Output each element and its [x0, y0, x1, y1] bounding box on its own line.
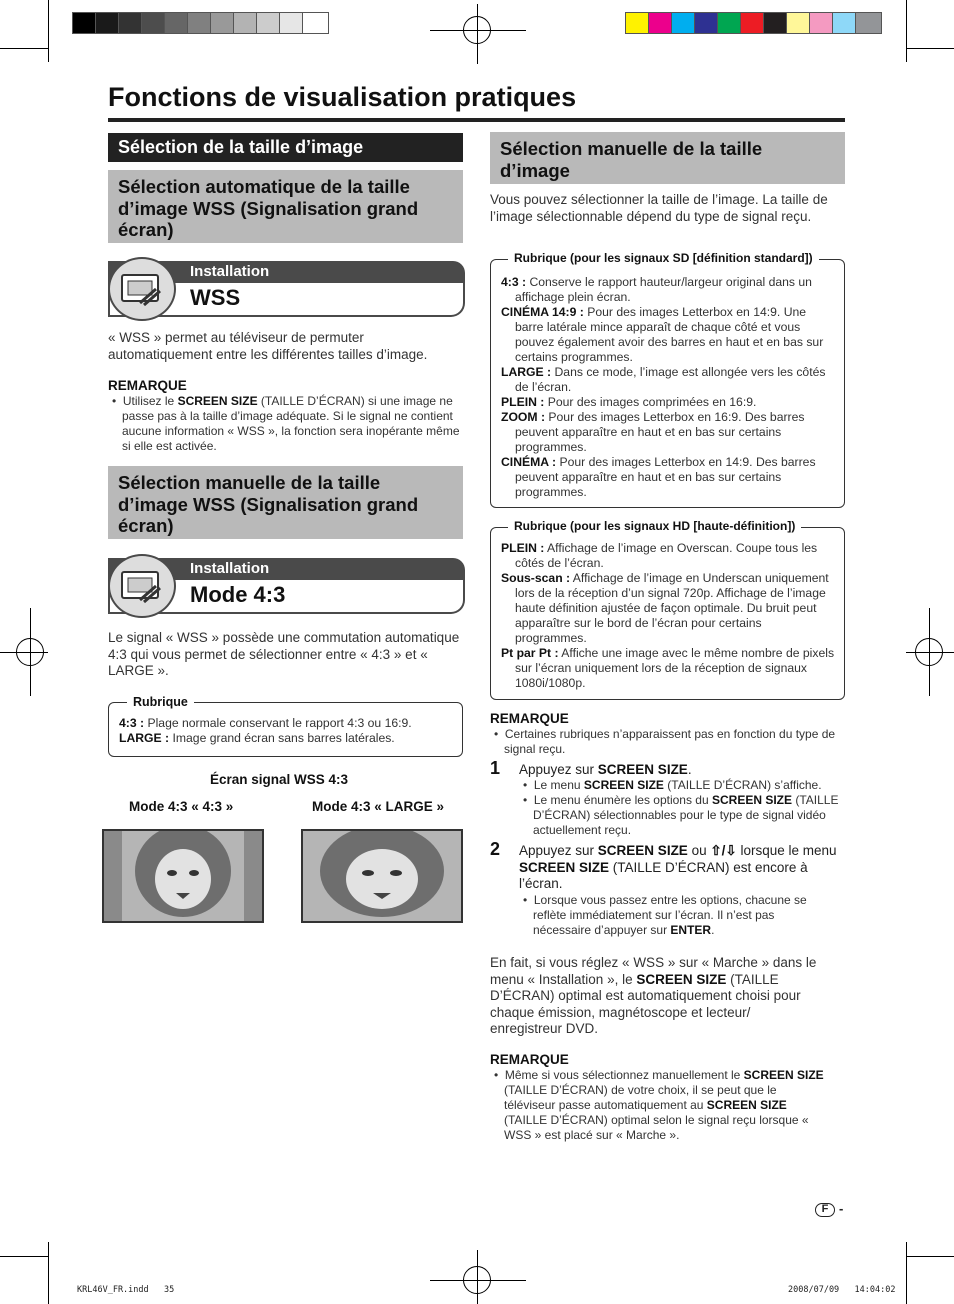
installation-mode-banner: [108, 558, 465, 616]
manual-wss-heading: Sélection manuelle de la taille d’image WSS (Signalisation grand écran): [108, 466, 463, 539]
sd-item: ZOOM : Pour des images Letterbox en 16:9. Des barres peuvent apparaître en haut et en bas sur certains programmes.: [501, 410, 805, 454]
manual-intro: Vous pouvez sélectionner la taille de l’image. La taille de l’image sélectionnable dépend du type de signal reçu.: [490, 192, 828, 224]
ecran-signal-label: Écran signal WSS 4:3: [210, 772, 349, 787]
sd-item: PLEIN : Pour des images comprimées en 16:9.: [501, 395, 757, 409]
color-swatch: [809, 12, 833, 34]
remarque-note: • Même si vous sélectionnez manuellement le SCREEN SIZE (TAILLE D’ÉCRAN) de votre choix, il se peut que le téléviseur passe automatiquement au SCREEN SIZE (TAILLE D’ÉCRAN) optimal selon le signal reçu lorsque « WSS » est placé sur « Marche ».: [494, 1068, 824, 1142]
remarque-label: REMARQUE: [490, 1052, 569, 1067]
mode-intro: Le signal « WSS » possède une commutation automatique 4:3 qui vous permet de sélectionner entre « 4:3 » et « LARGE ».: [108, 630, 460, 678]
title-rule: [108, 118, 845, 122]
rubrique-item: LARGE : Image grand écran sans barres latérales.: [119, 731, 395, 745]
wss-intro: « WSS » permet au téléviseur de permuter automatiquement entre les différentes tailles d’image.: [108, 330, 428, 362]
wss-auto-paragraph: En fait, si vous réglez « WSS » sur « Marche » dans le menu « Installation », le SCREEN SIZE (TAILLE D’ÉCRAN) optimal est automatiquement choisi pour chaque émission, magnétoscope et lecteur/ enregistreur DVD.: [490, 955, 817, 1036]
lion-image-large: [301, 829, 463, 923]
color-swatch: [855, 12, 882, 34]
sd-item: CINÉMA : Pour des images Letterbox en 14:9. Des barres peuvent apparaître en haut et en bas sur certains programmes.: [501, 455, 816, 499]
gray-swatch: [72, 12, 96, 34]
wss-title: WSS: [108, 283, 465, 317]
hd-item: Sous-scan : Affichage de l’image en Underscan uniquement lors de la réception d’un signal 720p. Affichage de l’image haute définition ajustée de façon optimale. Du bruit peut apparaître sur le bord de l’écran pour certains programmes.: [501, 571, 829, 645]
page-title: Fonctions de visualisation pratiques: [108, 82, 577, 112]
hd-item: PLEIN : Affichage de l’image en Overscan. Coupe tous les côtés de l’écran.: [501, 541, 818, 570]
page-marker-suffix: -: [839, 1201, 844, 1216]
rubrique-title: Rubrique: [127, 695, 194, 709]
gray-swatch: [302, 12, 329, 34]
color-swatch: [625, 12, 649, 34]
gray-swatch: [233, 12, 257, 34]
mode-large-caption: Mode 4:3 « LARGE »: [312, 799, 445, 814]
lion-image-43: [102, 829, 264, 923]
hd-item: Pt par Pt : Affiche une image avec le même nombre de pixels sur l’écran uniquement lors de la réception de signaux 1080i/1080p.: [501, 646, 835, 690]
rubrique-item: 4:3 : Plage normale conservant le rapport 4:3 ou 16:9.: [119, 716, 412, 730]
sd-item: 4:3 : Conserve le rapport hauteur/largeur original dans un affichage plein écran.: [501, 275, 812, 304]
gray-swatch: [279, 12, 303, 34]
gray-swatch: [187, 12, 211, 34]
step-2-notes: • Lorsque vous passez entre les options, chacune se reflète immédiatement sur l’écran. Il n’est pas nécessaire d’appuyer sur ENTER.: [523, 893, 807, 937]
installation-label: Installation: [108, 261, 465, 283]
mode-43-caption: Mode 4:3 « 4:3 »: [129, 799, 234, 814]
step-2-text: Appuyez sur SCREEN SIZE ou ⇧/⇩ lorsque le menu SCREEN SIZE (TAILLE D’ÉCRAN) est encore à l’écran.: [519, 843, 837, 891]
gray-swatch: [118, 12, 142, 34]
installation-label: Installation: [108, 558, 465, 580]
step-1-text: Appuyez sur SCREEN SIZE.: [519, 762, 692, 777]
footer-file: KRL46V_FR.indd 35: [77, 1285, 175, 1295]
remarque-note: • Certaines rubriques n’apparaissent pas en fonction du type de signal reçu.: [494, 727, 836, 756]
step-1-notes: • Le menu SCREEN SIZE (TAILLE D’ÉCRAN) s’affiche. • Le menu énumère les options du SCREEN SIZE (TAILLE D’ÉCRAN) sélectionnables pour le type de signal vidéo actuellement reçu.: [523, 778, 839, 837]
settings-tools-icon: [108, 554, 176, 618]
step-number: 2: [490, 839, 501, 859]
rubrique-list: [119, 716, 459, 746]
gray-swatch: [164, 12, 188, 34]
gray-swatch: [95, 12, 119, 34]
sd-item: LARGE : Dans ce mode, l’image est allongée vers les côtés de l’écran.: [501, 365, 826, 394]
remarque-label: REMARQUE: [108, 378, 187, 393]
auto-wss-heading: Sélection automatique de la taille d’image WSS (Signalisation grand écran): [108, 170, 463, 243]
color-swatch: [717, 12, 741, 34]
mode-43-title: Mode 4:3: [108, 580, 465, 614]
color-swatch: [648, 12, 672, 34]
sd-rubrique-title: Rubrique (pour les signaux SD [définition standard]): [508, 251, 819, 265]
footer-date: 2008/07/09 14:04:02: [788, 1285, 896, 1295]
manual-size-heading: Sélection manuelle de la taille d’image: [490, 132, 845, 184]
remarque-label: REMARQUE: [490, 711, 569, 726]
up-down-arrow-icon: ⇧/⇩: [710, 843, 737, 858]
gray-swatch: [256, 12, 280, 34]
color-swatch: [786, 12, 810, 34]
hd-rubrique-title: Rubrique (pour les signaux HD [haute-définition]): [508, 519, 801, 533]
page-language-marker: F: [815, 1203, 835, 1217]
gray-swatch: [141, 12, 165, 34]
color-swatch: [740, 12, 764, 34]
sd-item: CINÉMA 14:9 : Pour des images Letterbox en 14:9. Une barre latérale mince apparaît de chaque côté et vous pouvez également avoir des barres en haut et en bas sur certains programmes.: [501, 305, 824, 364]
installation-wss-banner: [108, 261, 465, 319]
color-swatch: [763, 12, 787, 34]
color-swatch: [671, 12, 695, 34]
sd-rubrique-list: [501, 275, 836, 500]
remarque-note: • Utilisez le SCREEN SIZE (TAILLE D’ÉCRAN) si une image ne passe pas à la taille d’image adéquate. Si le signal ne contient aucune information « WSS », la fonction sera inopérante même si elle est activée.: [112, 394, 460, 453]
settings-tools-icon: [108, 257, 176, 321]
hd-rubrique-list: [501, 541, 836, 691]
section-heading: Sélection de la taille d’image: [108, 133, 463, 162]
step-number: 1: [490, 758, 501, 778]
color-swatch: [694, 12, 718, 34]
color-swatch: [832, 12, 856, 34]
gray-swatch: [210, 12, 234, 34]
